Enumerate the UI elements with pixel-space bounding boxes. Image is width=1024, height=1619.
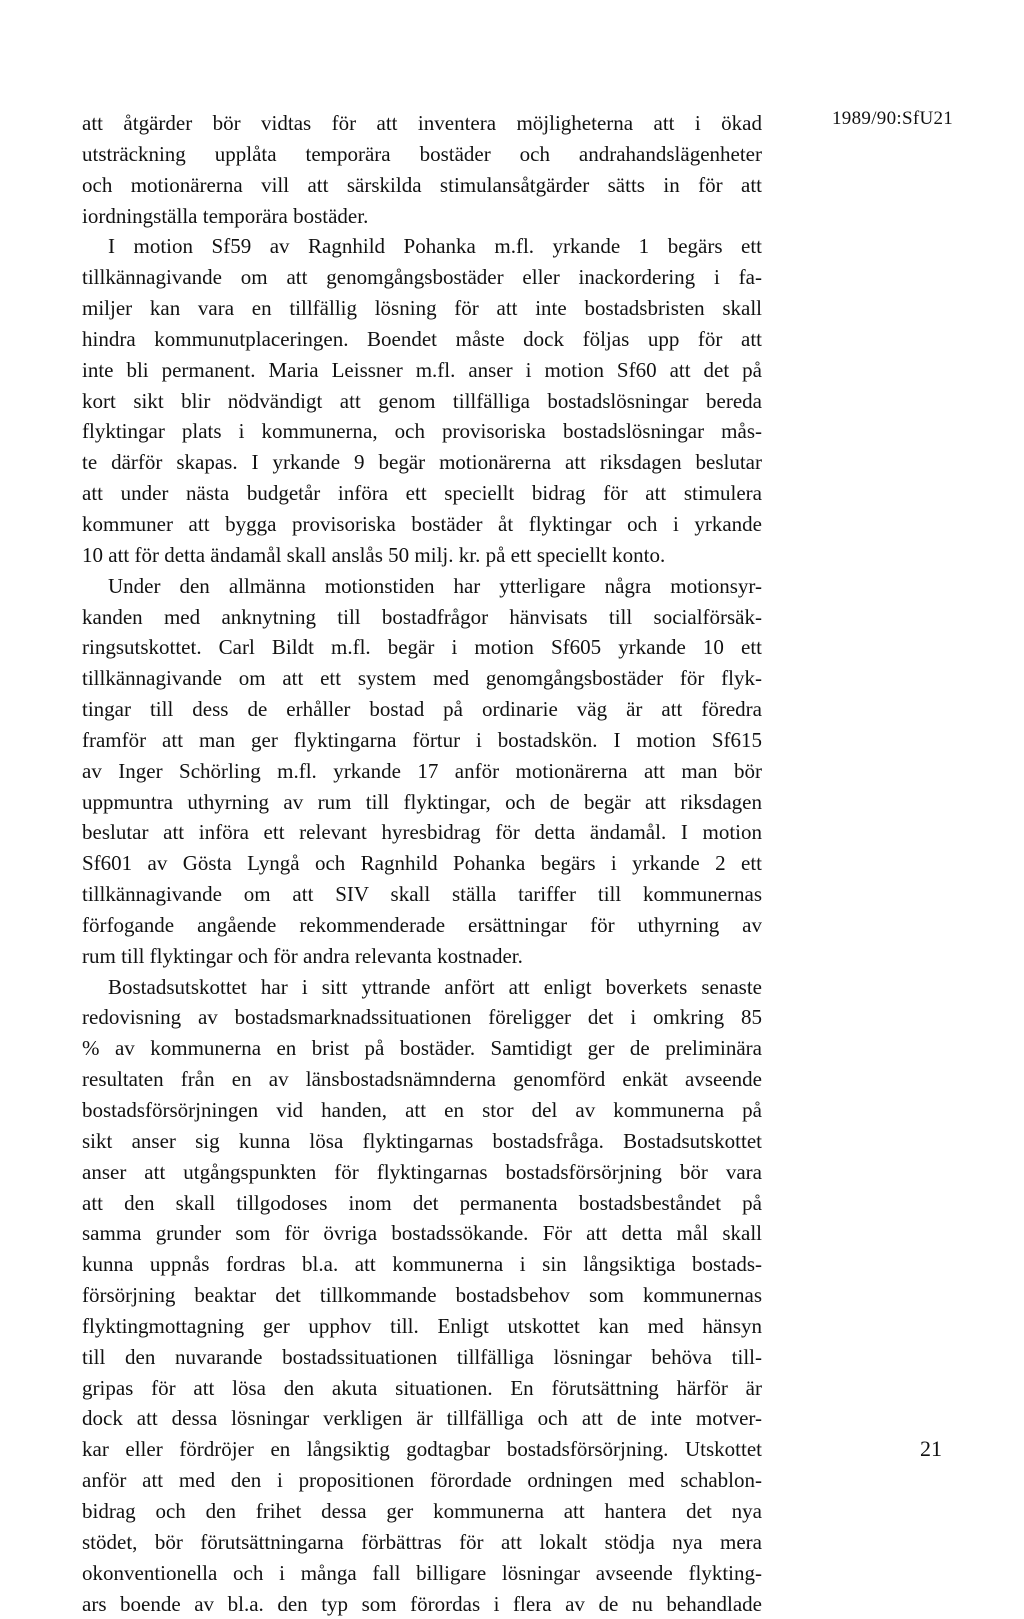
text-line: bostadsförsörjningen vid handen, att en stor del av kommunerna på <box>82 1095 762 1126</box>
text-line: flyktingar plats i kommunerna, och provisoriska bostadslösningar mås- <box>82 416 762 447</box>
text-line: rum till flyktingar och för andra relevanta kostnader. <box>82 941 762 972</box>
text-line: ringsutskottet. Carl Bildt m.fl. begär i motion Sf605 yrkande 10 ett <box>82 632 762 663</box>
text-line: Bostadsutskottet har i sitt yttrande anfört att enligt boverkets senaste <box>82 972 762 1003</box>
text-line: anser att utgångspunkten för flyktingarnas bostadsförsörjning bör vara <box>82 1157 762 1188</box>
text-line: redovisning av bostadsmarknadssituationen föreligger det i omkring 85 <box>82 1002 762 1033</box>
text-line: Sf601 av Gösta Lyngå och Ragnhild Pohanka begärs i yrkande 2 ett <box>82 848 762 879</box>
page-number: 21 <box>920 1436 942 1462</box>
text-line: att under nästa budgetår införa ett speciellt bidrag för att stimulera <box>82 478 762 509</box>
text-line: förfogande angående rekommenderade ersättningar för uthyrning av <box>82 910 762 941</box>
text-line: till den nuvarande bostadssituationen tillfälliga lösningar behöva till- <box>82 1342 762 1373</box>
text-line: framför att man ger flyktingarna förtur i bostadskön. I motion Sf615 <box>82 725 762 756</box>
document-reference: 1989/90:SfU21 <box>832 108 953 130</box>
text-line: bidrag och den frihet dessa ger kommunerna att hantera det nya <box>82 1496 762 1527</box>
text-line: tillkännagivande om att ett system med genomgångsbostäder för flyk- <box>82 663 762 694</box>
text-line: samma grunder som för övriga bostadssökande. För att detta mål skall <box>82 1218 762 1249</box>
text-line: att åtgärder bör vidtas för att inventera möjligheterna att i ökad <box>82 108 762 139</box>
text-line: flyktingmottagning ger upphov till. Enligt utskottet kan med hänsyn <box>82 1311 762 1342</box>
text-line: miljer kan vara en tillfällig lösning för att inte bostadsbristen skall <box>82 293 762 324</box>
text-line: beslutar att införa ett relevant hyresbidrag för detta ändamål. I motion <box>82 817 762 848</box>
text-line: inte bli permanent. Maria Leissner m.fl. anser i motion Sf60 att det på <box>82 355 762 386</box>
text-line: stödet, bör förutsättningarna förbättras för att lokalt stödja nya mera <box>82 1527 762 1558</box>
text-line: te därför skapas. I yrkande 9 begär motionärerna att riksdagen beslutar <box>82 447 762 478</box>
text-line: resultaten från en av länsbostadsnämnderna genomförd enkät avseende <box>82 1064 762 1095</box>
text-line: tillkännagivande om att SIV skall ställa tariffer till kommunernas <box>82 879 762 910</box>
body-text <box>82 108 762 1619</box>
text-line: utsträckning upplåta temporära bostäder och andrahandslägenheter <box>82 139 762 170</box>
text-line: tingar till dess de erhåller bostad på ordinarie väg är att föredra <box>82 694 762 725</box>
text-line: kort sikt blir nödvändigt att genom tillfälliga bostadslösningar bereda <box>82 386 762 417</box>
text-line: att den skall tillgodoses inom det permanenta bostadsbeståndet på <box>82 1188 762 1219</box>
text-line: 10 att för detta ändamål skall anslås 50 milj. kr. på ett speciellt konto. <box>82 540 762 571</box>
text-line: gripas för att lösa den akuta situationen. En förutsättning härför är <box>82 1373 762 1404</box>
text-line: och motionärerna vill att särskilda stimulansåtgärder sätts in för att <box>82 170 762 201</box>
text-line: hindra kommunutplaceringen. Boendet måste dock följas upp för att <box>82 324 762 355</box>
text-line: sikt anser sig kunna lösa flyktingarnas bostadsfråga. Bostadsutskottet <box>82 1126 762 1157</box>
text-line: iordningställa temporära bostäder. <box>82 201 762 232</box>
text-line: % av kommunerna en brist på bostäder. Samtidigt ger de preliminära <box>82 1033 762 1064</box>
text-line: anför att med den i propositionen förordade ordningen med schablon- <box>82 1465 762 1496</box>
text-line: okonventionella och i många fall billigare lösningar avseende flykting- <box>82 1558 762 1589</box>
text-line: kanden med anknytning till bostadfrågor hänvisats till socialförsäk- <box>82 602 762 633</box>
text-line: kommuner att bygga provisoriska bostäder åt flyktingar och i yrkande <box>82 509 762 540</box>
text-line: tillkännagivande om att genomgångsbostäder eller inackordering i fa- <box>82 262 762 293</box>
text-line: försörjning beaktar det tillkommande bostadsbehov som kommunernas <box>82 1280 762 1311</box>
text-line: kar eller fördröjer en långsiktig godtagbar bostadsförsörjning. Utskottet <box>82 1434 762 1465</box>
text-line: I motion Sf59 av Ragnhild Pohanka m.fl. yrkande 1 begärs ett <box>82 231 762 262</box>
text-line: dock att dessa lösningar verkligen är tillfälliga och att de inte motver- <box>82 1403 762 1434</box>
text-line: uppmuntra uthyrning av rum till flyktingar, och de begär att riksdagen <box>82 787 762 818</box>
text-line: kunna uppnås fordras bl.a. att kommunerna i sin långsiktiga bostads- <box>82 1249 762 1280</box>
text-line: av Inger Schörling m.fl. yrkande 17 anför motionärerna att man bör <box>82 756 762 787</box>
text-line: ars boende av bl.a. den typ som förordas i flera av de nu behandlade <box>82 1589 762 1619</box>
text-line: Under den allmänna motionstiden har ytterligare några motionsyr- <box>82 571 762 602</box>
